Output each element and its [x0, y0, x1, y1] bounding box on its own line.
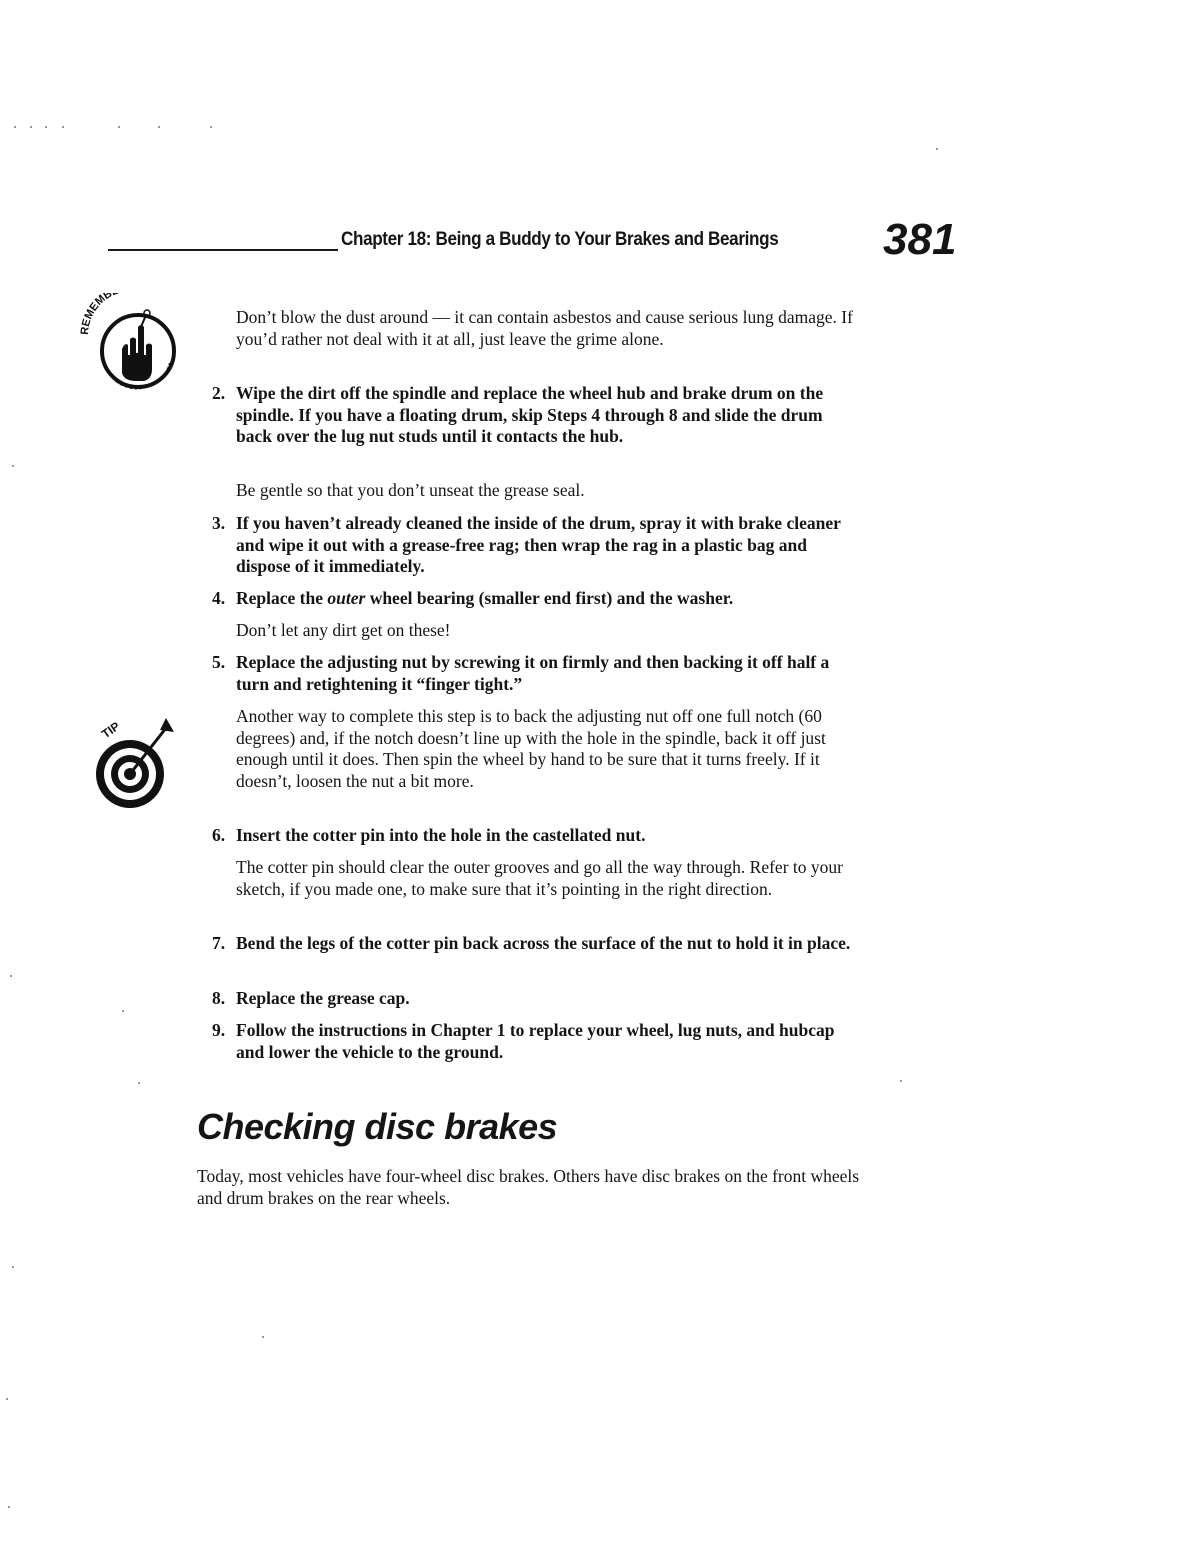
tip-icon-label: TIP [99, 718, 123, 742]
step-number: 9. [212, 1020, 226, 1040]
step-text: If you haven’t already cleaned the inside of the drum, spray it with brake cleaner and wipe it out with a grease-free rag; then wrap the rag in a plastic bag and dispose of it immediately. [236, 513, 841, 576]
step-8 [212, 988, 862, 1010]
step-number: 6. [212, 825, 226, 845]
step-text: Wipe the dirt off the spindle and replace the wheel hub and brake drum on the spindle. If you have a floating drum, skip Steps 4 through 8 and slide the drum back over the lug nut studs until it contacts the hub. [236, 383, 824, 446]
step-3 [212, 513, 862, 578]
remember-icon [78, 293, 188, 393]
step-number: 8. [212, 988, 226, 1008]
step-text: Insert the cotter pin into the hole in the castellated nut. [236, 825, 646, 845]
step-5 [212, 652, 862, 695]
step-4-note: Don’t let any dirt get on these! [236, 620, 451, 640]
step-4 [212, 588, 862, 610]
remember-icon-label: REMEMB [78, 293, 115, 336]
step-number: 3. [212, 513, 226, 533]
step-5-note: Another way to complete this step is to back the adjusting nut off one full notch (60 degrees) and, if the notch doesn’t line up with the hole in the spindle, back it off just enough until it does. Then spin the wheel by hand to be sure that it turns freely. If it doesn’t, loosen the nut a bit more. [236, 706, 826, 791]
header-rule [108, 249, 338, 251]
running-head: Chapter 18: Being a Buddy to Your Brakes and Bearings [341, 229, 779, 250]
step-number: 5. [212, 652, 226, 672]
step-text-after: wheel bearing (smaller end first) and the washer. [365, 588, 734, 608]
step-number: 7. [212, 933, 226, 953]
step-text: Replace the grease cap. [236, 988, 410, 1008]
step-number: 2. [212, 383, 226, 403]
step-2-note: Be gentle so that you don’t unseat the grease seal. [236, 480, 585, 500]
remember-text: Don’t blow the dust around — it can contain asbestos and cause serious lung damage. If you’d rather not deal with it at all, just leave the grime alone. [236, 307, 853, 349]
step-text-before: Replace the [236, 588, 328, 608]
page-number: 381 [883, 215, 957, 264]
section-heading: Checking disc brakes [197, 1106, 558, 1147]
step-7 [212, 933, 862, 955]
step-9 [212, 1020, 862, 1063]
step-text [236, 588, 862, 610]
step-number: 4. [212, 588, 226, 608]
section-body: Today, most vehicles have four-wheel disc brakes. Others have disc brakes on the front wheels and drum brakes on the rear wheels. [197, 1166, 860, 1208]
step-text: Bend the legs of the cotter pin back across the surface of the nut to hold it in place. [236, 933, 851, 953]
step-2 [212, 383, 862, 448]
step-6-note: The cotter pin should clear the outer grooves and go all the way through. Refer to your sketch, if you made one, to make sure that it’s pointing in the right direction. [236, 857, 843, 899]
step-text: Follow the instructions in Chapter 1 to replace your wheel, lug nuts, and hubcap and lower the vehicle to the ground. [236, 1020, 835, 1062]
tip-icon [88, 710, 188, 820]
step-text: Replace the adjusting nut by screwing it on firmly and then backing it off half a turn and retightening it “finger tight.” [236, 652, 830, 694]
step-text-emphasis: outer [327, 588, 366, 608]
step-6 [212, 825, 862, 847]
